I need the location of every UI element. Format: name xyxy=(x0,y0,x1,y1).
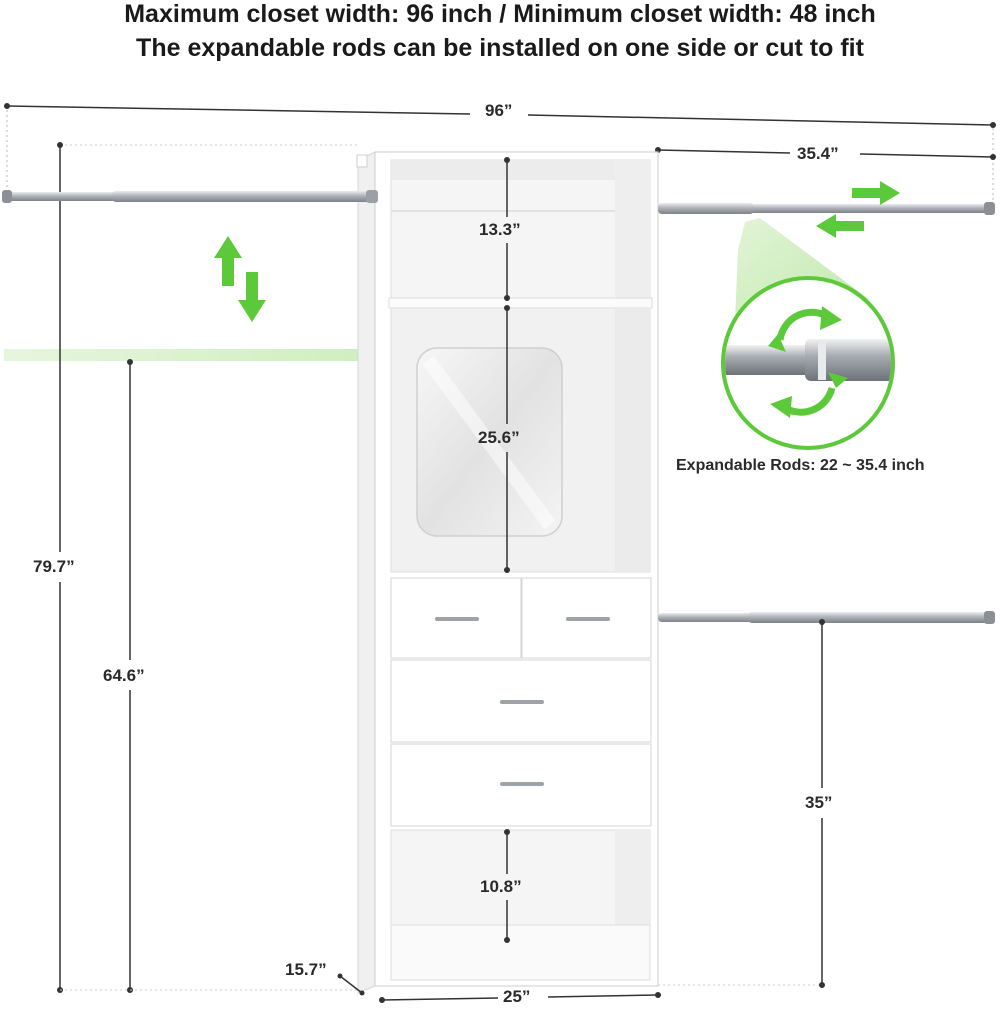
drawer-handle xyxy=(500,782,544,786)
depth-label: 15.7” xyxy=(282,960,330,980)
headline-line-2: The expandable rods can be installed on one side or cut to fit xyxy=(136,34,864,62)
upper-rod-height-label: 64.6” xyxy=(100,666,148,686)
right-upper-rod xyxy=(658,202,995,215)
drawer-handle xyxy=(566,617,610,621)
drawer-handle xyxy=(435,617,479,621)
bottom-shelf-height-label: 10.8” xyxy=(480,877,522,896)
right-lower-rod xyxy=(658,611,995,624)
lower-rod-height-label: 35” xyxy=(802,793,835,813)
total-width-label: 96” xyxy=(482,101,515,121)
up-down-arrows-icon xyxy=(214,236,266,322)
expandable-rods-caption: Expandable Rods: 22 ~ 35.4 inch xyxy=(676,457,925,474)
mirror-section-height-label: 25.6” xyxy=(478,428,520,447)
drawer-handle xyxy=(500,700,544,704)
total-height-label: 79.7” xyxy=(30,557,78,577)
left-upper-rod xyxy=(2,190,378,203)
rod-length-label: 35.4” xyxy=(794,144,842,164)
top-shelf-height-label: 13.3” xyxy=(479,220,521,239)
headline-line-1: Maximum closet width: 96 inch / Minimum closet width: 48 inch xyxy=(124,0,876,28)
unit-width-label: 25” xyxy=(500,987,533,1007)
